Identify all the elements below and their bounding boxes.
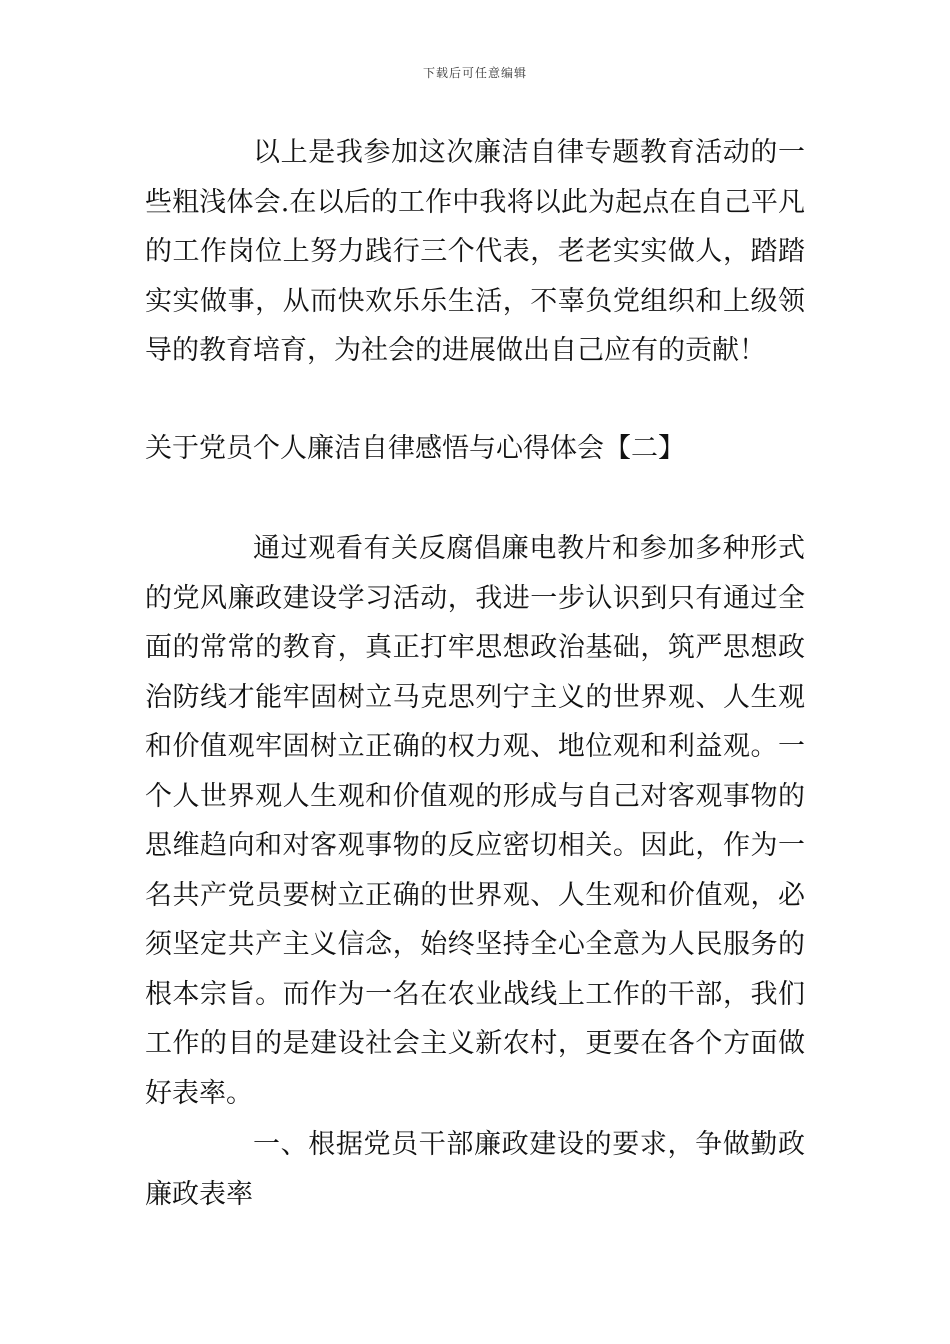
section-heading: 关于党员个人廉洁自律感悟与心得体会【二】 bbox=[145, 433, 685, 464]
paragraph-body: 通过观看有关反腐倡廉电教片和参加多种形式的党风廉政建设学习活动，我进一步认识到只有通过全面的常常的教育，真正打牢思想政治基础，筑严思想政治防线才能牢固树立马克思列宁主义的世界观、人生观和价值观牢固树立正确的权力观、地位观和利益观。一个人世界观人生观和价值观的形成与自己对客观事物的思维趋向和对客观事物的反应密切相关。因此，作为一名共产党员要树立正确的世界观、人生观和价值观，必须坚定共产主义信念，始终坚持全心全意为人民服务的根本宗旨。而作为一名在农业战线上工作的干部，我们工作的目的是建设社会主义新农村，更要在各个方面做好表率。 bbox=[145, 533, 805, 1109]
paragraph-closing-remarks: 以上是我参加这次廉洁自律专题教育活动的一些粗浅体会.在以后的工作中我将以此为起点在自己平凡的工作岗位上努力践行三个代表，老老实实做人，踏踏实实做事，从而快欢乐乐生活，不辜负党组织和上级领导的教育培育，为社会的进展做出自己应有的贡献！ bbox=[145, 137, 805, 366]
subsection-heading: 一、根据党员干部廉政建设的要求，争做勤政廉政表率 bbox=[145, 1129, 805, 1210]
header-note: 下载后可任意编辑 bbox=[422, 66, 527, 80]
